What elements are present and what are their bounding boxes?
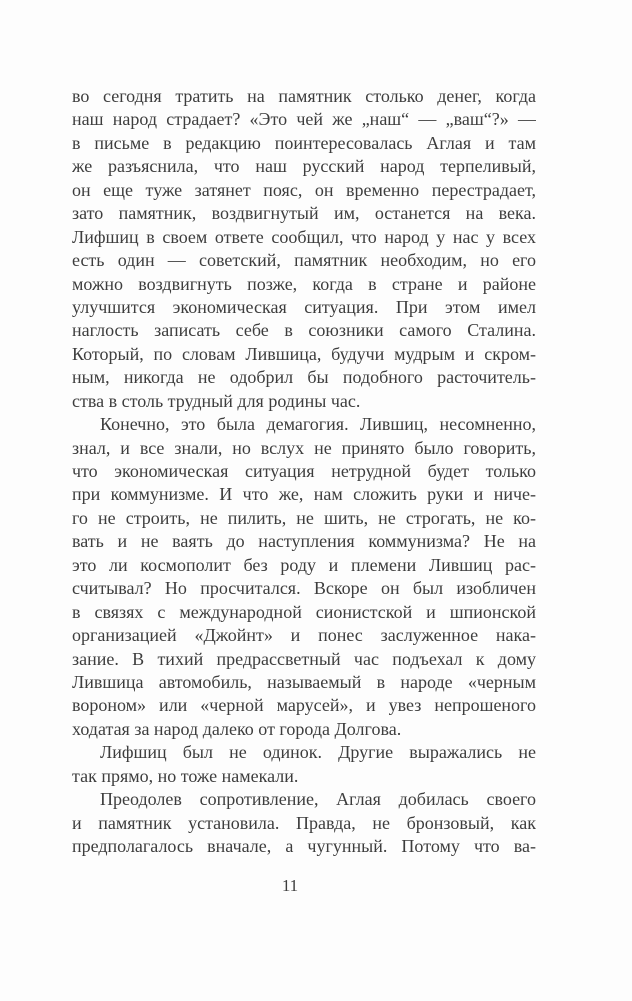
text-line: вороном» или «черной марусей», и увез непрошеного [72,695,536,716]
text-line: это ли космополит без роду и племени Лившиц рас- [72,554,536,575]
text-line: Лифшиц был не одинок. Другие выражались не [100,742,536,763]
text-line: Лившица автомобиль, называемый в народе «черным [72,671,536,692]
text-line: ства в столь трудный для родины час. [72,390,361,411]
text-line: организацией «Джойнт» и понес заслуженное нака- [72,625,536,646]
text-line: зание. В тихий предрассветный час подъехал к дому [72,648,536,669]
text-line: есть один — советский, памятник необходим, но его [72,250,536,271]
text-line: знал, и все знали, но вслух не принято было говорить, [72,437,536,458]
text-line: наглость записать себе в союзники самого Сталина. [72,320,536,341]
text-line: Преодолев сопротивление, Аглая добилась своего [100,789,536,810]
text-line: Который, по словам Лившица, будучи мудрым и скром- [72,343,536,364]
text-line: улучшится экономическая ситуация. При этом имел [72,296,536,317]
text-line: при коммунизме. И что же, нам сложить руки и ниче- [72,484,536,505]
text-line: ходатая за народ далеко от города Долгова. [72,718,402,739]
text-line: Лифшиц в своем ответе сообщил, что народ у нас у всех [72,226,536,247]
text-line: в письме в редакцию поинтересовалась Аглая и там [72,132,536,153]
text-line: можно воздвигнуть позже, когда в стране и районе [72,273,536,294]
text-line: он еще туже затянет пояс, он временно перестрадает, [72,179,536,200]
text-line: вать и не ваять до наступления коммунизма? Не на [72,531,536,552]
page-number: 11 [281,876,299,895]
text-line: предполагалось вначале, а чугунный. Потому что ва- [72,836,536,856]
page-text-column [72,85,536,858]
text-line: и памятник установила. Правда, не бронзовый, как [72,812,536,833]
text-line: что экономическая ситуация нетрудной будет только [72,461,536,481]
text-line: Конечно, это была демагогия. Лившиц, несомненно, [100,414,536,435]
text-line: зато памятник, воздвигнутый им, останется на века. [72,203,536,224]
text-line: ным, никогда не одобрил бы подобного расточитель- [72,367,536,388]
text-line: наш народ страдает? «Это чей же „наш“ — „ваш“?» — [72,109,536,130]
text-line: считывал? Но просчитался. Вскоре он был изобличен [72,578,536,599]
text-line: во сегодня тратить на памятник столько денег, когда [72,86,536,106]
text-line: в связях с международной сионистской и шпионской [72,601,536,622]
text-line: так прямо, но тоже намекали. [72,765,299,786]
text-line: го не строить, не пилить, не шить, не строгать, не ко- [72,507,536,528]
text-line: же разъяснила, что наш русский народ терпеливый, [72,156,536,177]
